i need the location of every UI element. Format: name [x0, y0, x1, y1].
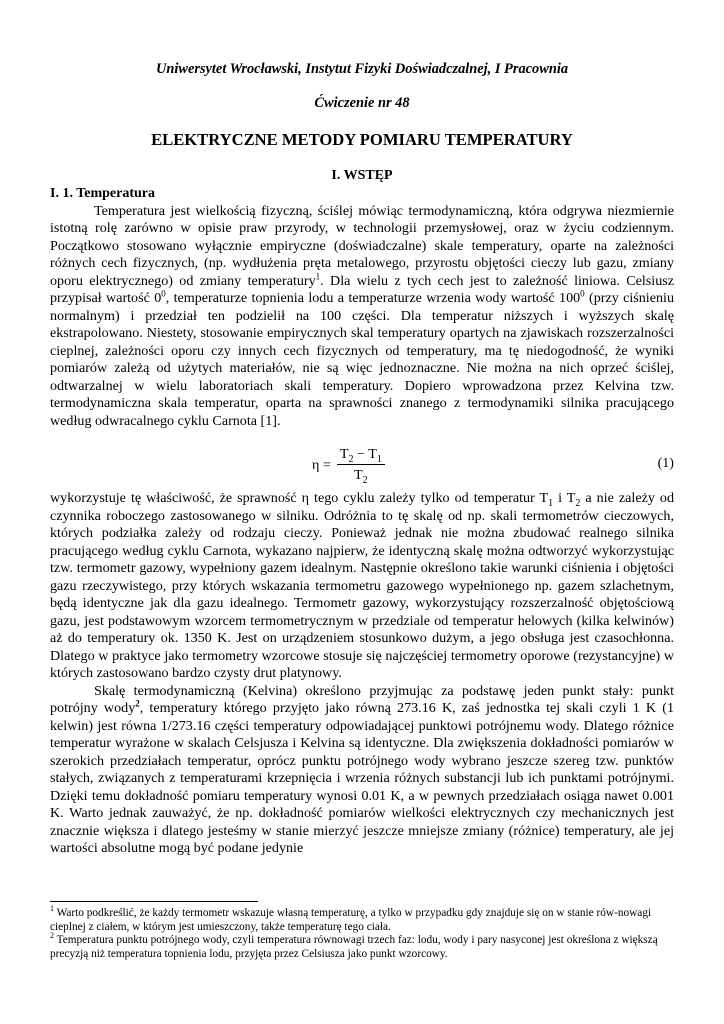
- equation-efficiency: [50, 442, 674, 488]
- superscript-zero: 0: [580, 288, 585, 299]
- equation-numerator: [337, 446, 385, 465]
- symbol-t: T: [339, 446, 349, 462]
- document-page: [50, 60, 674, 858]
- paragraph-temperature-intro: [50, 203, 674, 431]
- document-title: ELEKTRYCZNE METODY POMIARU TEMPERATURY: [151, 130, 573, 149]
- section-heading: I. WSTĘP: [331, 168, 393, 183]
- footnote-2: [50, 931, 674, 961]
- institution-header: Uniwersytet Wrocławski, Instytut Fizyki Doświadczalnej, I Pracownia: [155, 61, 569, 77]
- footnote-marker: 1: [50, 904, 54, 914]
- footnote-ref-1: 1: [315, 270, 321, 281]
- text-run: wykorzystuje tę właściwość, że sprawność η tego cyklu zależy tylko od temperatur T: [50, 490, 549, 506]
- subscript: 2: [362, 474, 368, 486]
- subscript: 2: [348, 453, 354, 465]
- text-run: Temperatura jest wielkością fizyczną, ściślej mówiąc termodynamiczną, która odgrywa niezmiernie istotną rolę zarówno w opisie praw przyrody, w technologii przemysłowej, oraz w życiu codziennym. Początkowo stosowano wyłącznie empiryczne (doświadczalne) skale temperatury, oparte na zależności różnych cech fizycznych, (np. wydłużenia pręta metalowego, przyrostu objętości cieczy lub gazu, zmiany oporu elektrycznego) od zmiany temperatury: [50, 202, 674, 289]
- text-run: a nie zależy od czynnika roboczego zastosowanego w silniku. Odróżnia to tę skalę od np. skali termometrów cieczowych, których podziałka zależy od rodzaju cieczy. Ponieważ jednak nie można zbudować realnego silnika pracującego według cyklu Carnota, wykazano najpierw, że identyczną skalę można odtworzyć wykorzystując tzw. termometr gazowy, wypełniony gazem idealnym. Następnie określono takie warunki ciśnienia i objętości gazu rzeczywistego, przy których wskazania termometru gazowego wypełnionego np. gazem szlachetnym, będą identyczne jak dla gazu idealnego. Termometr gazowy, wykorzystujący rozszerzalność objętościową gazu, jest podstawowym wzorcem termometrycznym w przedziale od temperatur helowych (kilka kelwinów) aż do temperatury ok. 1350 K. Jest on urządzeniem stosunkowo dużym, a jego obsługa jest czasochłonna. Dlatego w praktyce jako termometry wzorcowe stosuje się najczęściej termometry oporowe (rezystancyjne) w których zastosowano bardzo czysty drut platynowy.: [50, 490, 674, 681]
- paragraph-kelvin-scale: [50, 683, 674, 858]
- subsection-heading: I. 1. Temperatura: [50, 186, 155, 201]
- text-run: . Dla wielu z tych cech jest to zależność liniowa. Celsiusz przypisał wartość 0: [50, 272, 674, 306]
- footnotes: [50, 904, 674, 961]
- exercise-number: Ćwiczenie nr 48: [314, 95, 410, 111]
- equation-body: [312, 442, 385, 488]
- text-run: (przy ciśnieniu normalnym) i przedział ten podzielił na 100 części. Dla temperatur niższych i wyższych skalę ekstrapolowano. Niestety, stosowanie empirycznych skal temperatury opartych na zjawiskach rozszerzalności cieplnej, zależności oporu czy innych cech fizycznych od temperatury, ma tę niedogodność, że wyniki pomiarów zależą od użytych materiałów, nie są więc jednoznaczne. Nie można na nich oprzeć ściślej, odtwarzalnej w wielu laboratoriach skali temperatury. Dopiero wprowadzona przez Kelvina tzw. termodynamiczna skala temperatur, oparta na sprawności znanego z termodynamiki silnika pracującego według odwracalnego cyklu Carnota [1].: [50, 290, 674, 429]
- equation-lhs: η =: [312, 456, 331, 473]
- symbol-t: T: [354, 467, 363, 483]
- footnote-1: [50, 904, 674, 934]
- footnote-text: Warto podkreślić, że każdy termometr wskazuje własną temperaturę, a tylko w przypadku gdy znajduje się on w stanie rów-nowagi cieplnej z ciałem, w którym jest umieszczony, także temperaturę tego ciała.: [50, 907, 652, 933]
- symbol-minus-t: − T: [353, 446, 377, 462]
- subscript: 2: [575, 497, 581, 509]
- paragraph-carnot: [50, 490, 674, 683]
- text-run: , temperatury którego przyjęto jako równą 273.16 K, zaś jednostka tej skali czyli 1 K (1 kelwin) jest równa 1/273.16 części temperatury odpowiadającej punktowi potrójnemu wody. Dlatego różnice temperatur wyrażone w skalach Celsjusza i Kelvina są identyczne. Dla zwiększenia dokładności pomiarów w szerokich przedziałach temperatur, oprócz punktu potrójnego wody wybrano jeszcze szereg tzw. punktów stałych, związanych z temperaturami krzepnięcia i wrzenia różnych substancji lub ich punktami potrójnymi. Dzięki temu dokładność pomiaru temperatury wynosi 0.01 K, a w pewnych przedziałach osiąga nawet 0.001 K. Warto jednak zauważyć, że np. dokładność pomiarów wielkości elektrycznych czy mechanicznych jest znacznie większa i dlatego jesteśmy w stanie mierzyć jeszcze mniejsze zmiany (różnice) temperatury, ale jej wartości absolutne mogą być podane jedynie: [50, 700, 674, 856]
- text-run: , temperaturze topnienia lodu a temperaturze wrzenia wody wartość 100: [165, 290, 581, 306]
- equation-fraction: [337, 446, 385, 484]
- footnote-ref-2: 2: [135, 698, 140, 709]
- text-run: Skalę termodynamiczną (Kelvina) określono przyjmując za podstawę jeden punkt stały: punkt potrójny wody: [50, 682, 674, 716]
- subscript: 1: [376, 453, 382, 465]
- subscript: 1: [548, 497, 554, 509]
- footnote-text: Temperatura punktu potrójnego wody, czyli temperatura równowagi trzech faz: lodu, wody i pary nasyconej jest określona z większą precyzją niż temperatura topnienia lodu, przyjęta przez Celsiusza jako punkt wzorcowy.: [50, 934, 658, 960]
- footnote-divider: [50, 901, 258, 902]
- equation-number: (1): [657, 455, 674, 471]
- footnote-marker: 2: [50, 931, 54, 941]
- superscript-zero: 0: [161, 288, 166, 299]
- equation-denominator: [354, 465, 368, 484]
- text-run: i T: [553, 490, 576, 506]
